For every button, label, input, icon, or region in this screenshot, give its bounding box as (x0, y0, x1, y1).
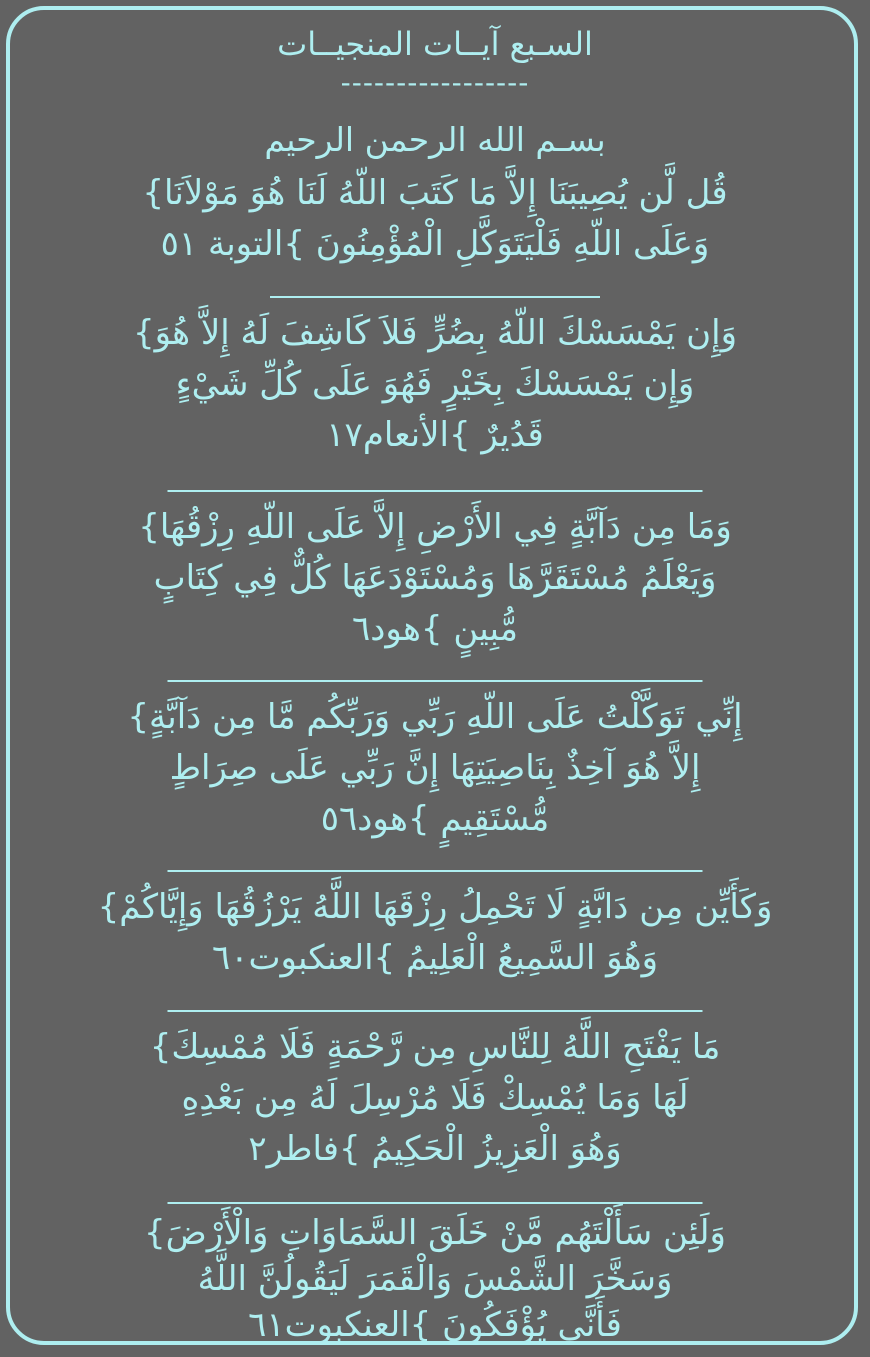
verse-2 (10, 308, 860, 461)
page-title: السـبع آيــات المنجيــات (277, 25, 593, 63)
verse-line: مُّبِينٍ }هود٦ (352, 609, 518, 649)
verses-card (10, 10, 860, 1347)
verse-line: قُل لَّن يُصِيبَنَا إِلاَّ مَا كَتَبَ اللّهُ لَنَا هُوَ مَوْلاَنَا} (142, 173, 728, 213)
verse-line: وَسَخَّرَ الشَّمْسَ وَالْقَمَرَ لَيَقُولُنَّ اللَّهُ (197, 1259, 673, 1299)
verse-5 (10, 882, 860, 984)
verse-line: مَا يَفْتَحِ اللَّهُ لِلنَّاسِ مِن رَّحْمَةٍ فَلَا مُمْسِكَ} (149, 1027, 721, 1067)
verse-3 (10, 502, 860, 655)
verse-line: لَهَا وَمَا يُمْسِكْ فَلَا مُرْسِلَ لَهُ مِن بَعْدِهِ (181, 1078, 689, 1118)
verse-1 (10, 168, 860, 270)
verse-line: وَإِن يَمْسَسْكَ بِخَيْرٍ فَهُوَ عَلَى كُلِّ شَيْءٍ (175, 364, 695, 404)
verse-line: وَمَا مِن دَآبَّةٍ فِي الأَرْضِ إِلاَّ عَلَى اللّهِ رِزْقُهَا} (138, 507, 732, 547)
verse-separator (168, 1010, 703, 1012)
title-divider: ----------------- (340, 66, 530, 99)
verse-4 (10, 692, 860, 845)
verse-separator (270, 296, 600, 298)
verse-separator (168, 870, 703, 872)
verse-7 (10, 1210, 860, 1348)
verse-line: إِلاَّ هُوَ آخِذٌ بِنَاصِيَتِهَا إِنَّ رَبِّي عَلَى صِرَاطٍ (169, 748, 701, 788)
verse-line: وَلَئِن سَأَلْتَهُم مَّنْ خَلَقَ السَّمَاوَاتِ وَالْأَرْضَ} (144, 1213, 726, 1253)
verse-line: فَأَنَّى يُؤْفَكُونَ }العنكبوت٦١ (248, 1305, 622, 1345)
verse-line: مُّسْتَقِيمٍ }هود٥٦ (320, 799, 550, 839)
verse-line: وَيَعْلَمُ مُسْتَقَرَّهَا وَمُسْتَوْدَعَهَا كُلٌّ فِي كِتَابٍ (153, 558, 717, 598)
verse-line: وَكَأَيِّن مِن دَابَّةٍ لَا تَحْمِلُ رِزْقَهَا اللَّهُ يَرْزُقُهَا وَإِيَّاكُمْ} (97, 887, 773, 927)
verse-line: قَدُيرٌ }الأنعام١٧ (326, 415, 544, 455)
verse-separator (168, 680, 703, 682)
verse-separator (168, 1202, 703, 1204)
verse-separator (168, 490, 703, 492)
verse-6 (10, 1022, 860, 1175)
verse-line: إِنِّي تَوَكَّلْتُ عَلَى اللّهِ رَبِّي وَرَبِّكُم مَّا مِن دَآبَّةٍ} (127, 697, 743, 737)
verse-line: وَعَلَى اللّهِ فَلْيَتَوَكَّلِ الْمُؤْمِنُونَ }التوبة ٥١ (160, 224, 710, 264)
verse-line: وَإِن يَمْسَسْكَ اللّهُ بِضُرٍّ فَلاَ كَاشِفَ لَهُ إِلاَّ هُوَ} (132, 313, 738, 353)
verse-line: وَهُوَ الْعَزِيزُ الْحَكِيمُ }فاطر٢ (248, 1129, 622, 1169)
basmala: بسـم الله الرحمن الرحيم (264, 120, 606, 159)
verse-line: وَهُوَ السَّمِيعُ الْعَلِيمُ }العنكبوت٦٠ (211, 938, 659, 978)
